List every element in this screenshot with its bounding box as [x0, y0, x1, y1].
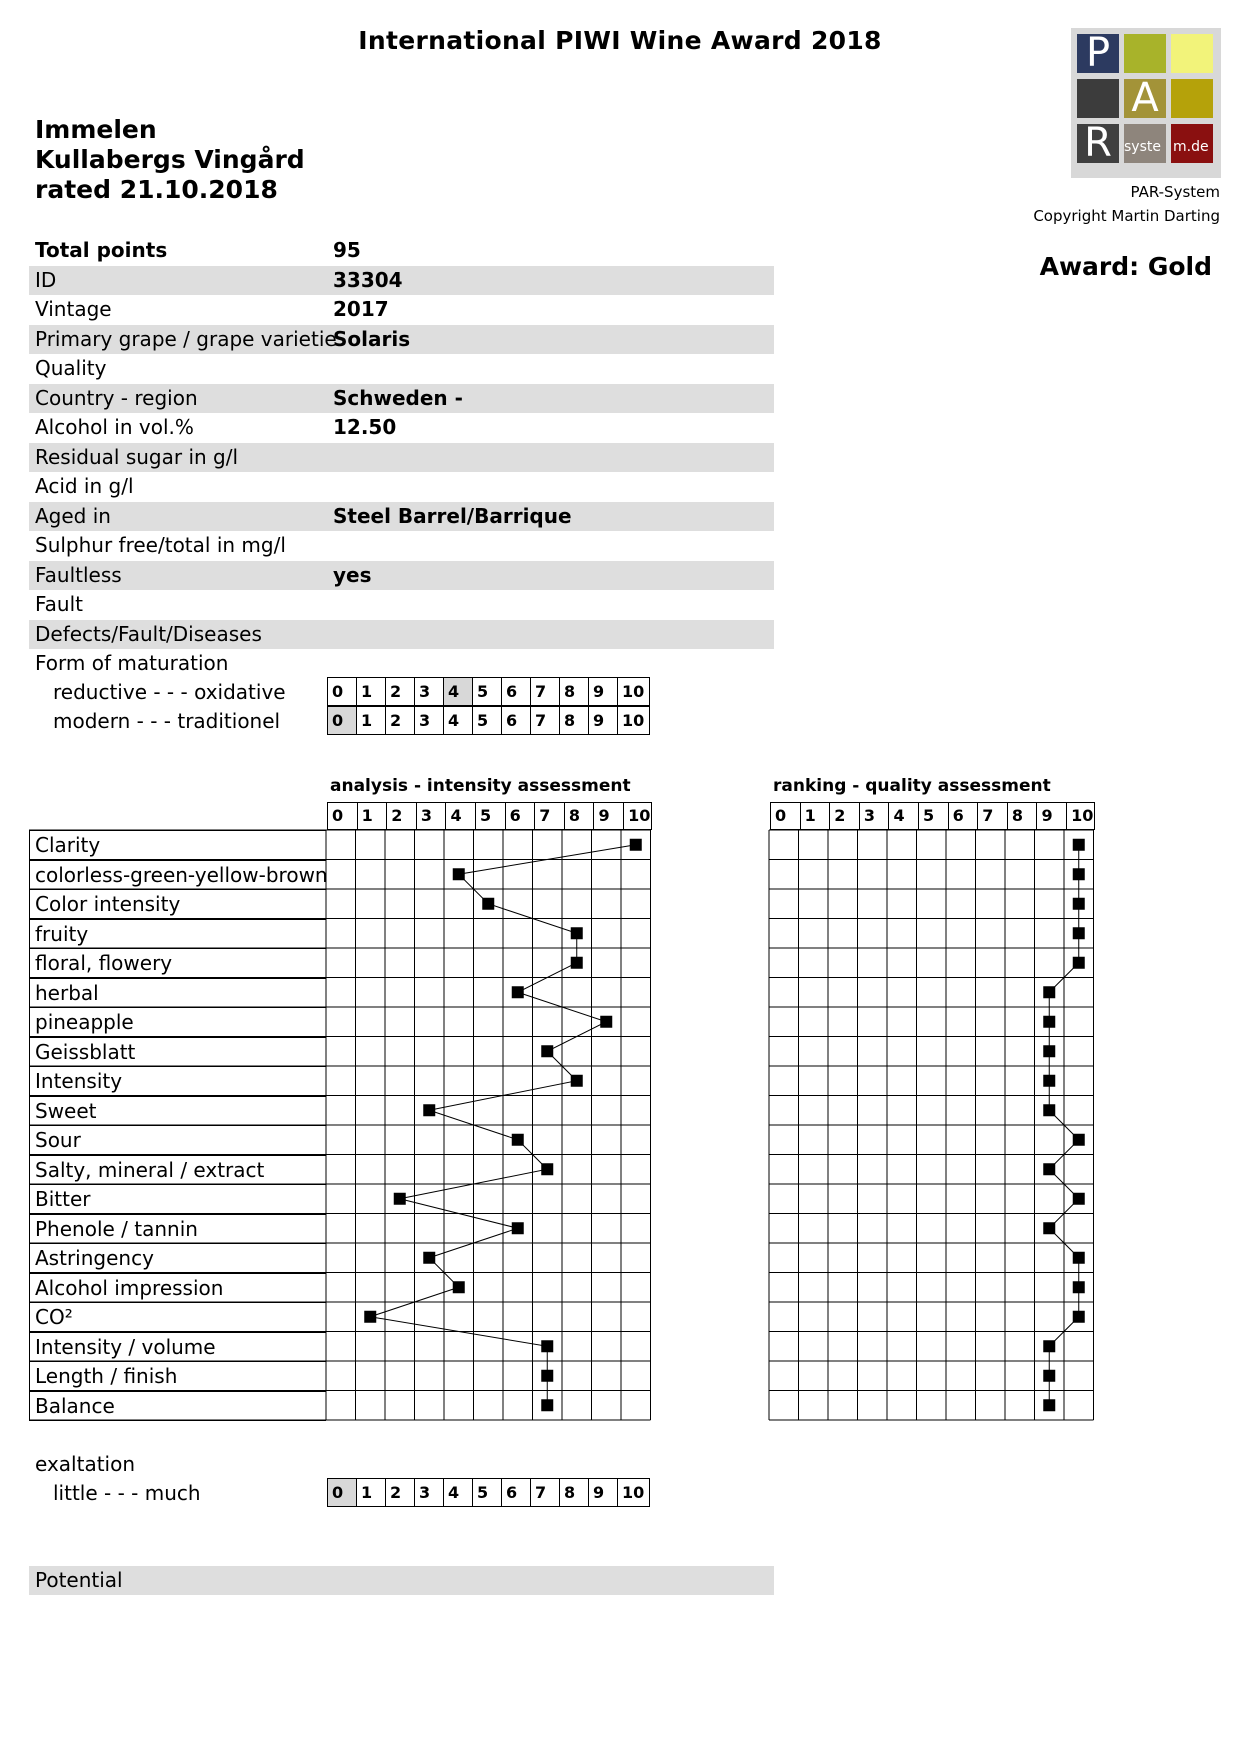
grid-header [770, 802, 1095, 830]
grid-header-cell: 9 [594, 803, 624, 829]
data-point-marker [1073, 1311, 1085, 1323]
data-point-marker [1073, 1193, 1085, 1205]
info-label: ID [35, 267, 57, 292]
grid-header-cell: 3 [860, 803, 890, 829]
scale-cell: 6 [502, 707, 531, 734]
data-point-marker [1043, 1340, 1055, 1352]
scale-cell: 9 [589, 707, 618, 734]
criterion-label: Length / finish [29, 1361, 326, 1392]
data-point-marker [1073, 898, 1085, 910]
scale-cell: 10 [622, 682, 645, 701]
data-point-marker [1073, 957, 1085, 969]
scale-cell: 9 [589, 1479, 618, 1506]
scale-cell: 5 [473, 678, 502, 705]
ranking-grid [769, 830, 1094, 1420]
data-point-marker [453, 1281, 465, 1293]
analysis-grid [29, 830, 651, 1420]
logo-web-part2: m.de [1173, 139, 1209, 155]
data-point-marker [1073, 839, 1085, 851]
scale-cell: 4 [444, 707, 473, 734]
scale-cell: 0 [328, 707, 357, 734]
data-point-marker [1043, 1222, 1055, 1234]
info-value: Steel Barrel/Barrique [333, 503, 572, 528]
scale-cell: 10 [622, 1483, 645, 1502]
grid-header-cell: 8 [565, 803, 595, 829]
criterion-label: Sweet [29, 1096, 326, 1127]
data-point-marker [512, 986, 524, 998]
info-label: Vintage [35, 297, 112, 321]
info-label: Alcohol in vol.% [35, 415, 194, 439]
potential-label: Potential [35, 1568, 123, 1592]
logo-web-part1: syste [1124, 139, 1161, 155]
grid-header-cell: 6 [506, 803, 536, 829]
scale-cell: 4 [444, 1479, 473, 1506]
maturation-label: reductive - - - oxidative [53, 680, 286, 704]
criterion-label: Intensity [29, 1066, 326, 1097]
scale-cell: 10 [622, 711, 645, 730]
data-point-marker [541, 1340, 553, 1352]
data-point-marker [1073, 868, 1085, 880]
data-point-marker [1043, 1370, 1055, 1382]
data-point-marker [512, 1134, 524, 1146]
grid-header-cell: 9 [1037, 803, 1067, 829]
scale-cell: 6 [502, 678, 531, 705]
data-point-marker [364, 1311, 376, 1323]
scale-cell: 1 [357, 707, 386, 734]
info-label: Defects/Fault/Diseases [35, 621, 262, 646]
data-point-marker [453, 868, 465, 880]
data-point-marker [1043, 1399, 1055, 1411]
scale-cell: 8 [560, 678, 589, 705]
data-point-marker [1043, 986, 1055, 998]
grid-header-cell: 5 [919, 803, 949, 829]
criterion-label: fruity [29, 919, 326, 950]
data-point-marker [1043, 1045, 1055, 1057]
scale-cell: 2 [386, 1479, 415, 1506]
scale-cell: 1 [357, 678, 386, 705]
maturation-label: modern - - - traditionel [53, 709, 281, 733]
info-value: 33304 [333, 267, 403, 292]
scale-cell: 1 [357, 1479, 386, 1506]
criterion-label: Bitter [29, 1184, 326, 1215]
grid-header-cell: 10 [628, 806, 651, 825]
criterion-label: Sour [29, 1125, 326, 1156]
data-point-marker [1073, 1252, 1085, 1264]
scale-cell: 7 [531, 678, 560, 705]
scale-cell: 8 [560, 1479, 589, 1506]
info-label: Sulphur free/total in mg/l [35, 533, 286, 557]
info-label: Quality [35, 356, 107, 380]
grid-header-cell: 6 [949, 803, 979, 829]
data-point-marker [394, 1193, 406, 1205]
data-point-marker [423, 1252, 435, 1264]
info-label: Form of maturation [35, 651, 229, 675]
producer-name: Kullabergs Vingård [35, 145, 305, 174]
scale-cell: 4 [444, 678, 473, 705]
analysis-title: analysis - intensity assessment [330, 776, 631, 796]
criterion-label: Clarity [29, 830, 326, 861]
grid-header-cell: 8 [1008, 803, 1038, 829]
data-point-marker [1073, 1134, 1085, 1146]
scale-cell: 0 [328, 1479, 357, 1506]
criterion-label: pineapple [29, 1007, 326, 1038]
data-point-marker [541, 1163, 553, 1175]
data-point-marker [1043, 1163, 1055, 1175]
data-point-marker [1043, 1016, 1055, 1028]
scale-cell: 7 [531, 707, 560, 734]
info-label: Faultless [35, 562, 122, 587]
criterion-label: Geissblatt [29, 1037, 326, 1068]
scale-cell: 5 [473, 707, 502, 734]
info-value: 95 [333, 238, 361, 262]
scale-cell: 3 [415, 678, 444, 705]
scale-cell: 9 [589, 678, 618, 705]
exaltation-scale-label: little - - - much [53, 1481, 201, 1505]
data-point-marker [541, 1399, 553, 1411]
data-point-marker [1043, 1104, 1055, 1116]
info-value: Solaris [333, 326, 411, 351]
scale-cell: 5 [473, 1479, 502, 1506]
data-point-marker [1043, 1075, 1055, 1087]
info-value: yes [333, 562, 372, 587]
scale-cell: 7 [531, 1479, 560, 1506]
data-point-marker [423, 1104, 435, 1116]
info-label: Primary grape / grape varietie [35, 326, 337, 351]
scale-cell: 8 [560, 707, 589, 734]
grid-header-cell: 10 [1071, 806, 1094, 825]
grid-header-cell: 0 [771, 803, 801, 829]
grid-header-cell: 3 [417, 803, 447, 829]
info-value: 12.50 [333, 415, 397, 439]
data-point-marker [1073, 927, 1085, 939]
info-label: Residual sugar in g/l [35, 444, 239, 469]
logo-letter: R [1084, 120, 1112, 166]
criterion-label: colorless-green-yellow-brown [29, 860, 326, 891]
grid-header-cell: 4 [446, 803, 476, 829]
info-value: Schweden - [333, 385, 463, 410]
potential-row [29, 1566, 774, 1595]
data-point-marker [571, 1075, 583, 1087]
scale-cell: 0 [328, 678, 357, 705]
copyright-label: Copyright Martin Darting [1033, 207, 1220, 225]
grid-header-cell: 2 [387, 803, 417, 829]
grid-header [327, 802, 652, 830]
info-value: 2017 [333, 297, 389, 321]
grid-header-cell: 7 [535, 803, 565, 829]
data-point-marker [571, 957, 583, 969]
par-system-label: PAR-System [1130, 183, 1220, 201]
criterion-label: CO² [29, 1302, 326, 1333]
criterion-label: Phenole / tannin [29, 1214, 326, 1245]
scale-cell: 3 [415, 1479, 444, 1506]
data-point-marker [630, 839, 642, 851]
grid-header-cell: 0 [328, 803, 358, 829]
criterion-label: Alcohol impression [29, 1273, 326, 1304]
info-label: Country - region [35, 385, 198, 410]
logo-letter: P [1085, 30, 1111, 76]
grid-header-cell: 5 [476, 803, 506, 829]
scale-cell: 6 [502, 1479, 531, 1506]
criterion-label: Balance [29, 1391, 326, 1422]
exaltation-title: exaltation [35, 1452, 136, 1476]
criterion-label: Color intensity [29, 889, 326, 920]
data-point-marker [541, 1370, 553, 1382]
exaltation-cells [327, 1478, 650, 1507]
criterion-label: Astringency [29, 1243, 326, 1274]
data-point-marker [482, 898, 494, 910]
data-point-marker [512, 1222, 524, 1234]
grid-header-cell: 1 [801, 803, 831, 829]
info-label: Acid in g/l [35, 474, 134, 498]
data-point-marker [600, 1016, 612, 1028]
scale-cell: 2 [386, 678, 415, 705]
info-label: Total points [35, 238, 168, 262]
scale-cell: 2 [386, 707, 415, 734]
award-label: Award: Gold [1039, 252, 1212, 281]
ranking-title: ranking - quality assessment [773, 776, 1051, 796]
rated-date: rated 21.10.2018 [35, 175, 278, 204]
logo-letter: A [1131, 75, 1159, 121]
data-point-marker [541, 1045, 553, 1057]
criterion-label: Salty, mineral / extract [29, 1155, 326, 1186]
grid-header-cell: 1 [358, 803, 388, 829]
grid-header-cell: 4 [889, 803, 919, 829]
criterion-label: floral, flowery [29, 948, 326, 979]
info-label: Aged in [35, 503, 111, 528]
info-label: Fault [35, 592, 83, 616]
data-point-marker [1073, 1281, 1085, 1293]
criterion-label: herbal [29, 978, 326, 1009]
scale-cell: 3 [415, 707, 444, 734]
grid-header-cell: 7 [978, 803, 1008, 829]
wine-name: Immelen [35, 115, 157, 144]
grid-header-cell: 2 [830, 803, 860, 829]
criterion-label: Intensity / volume [29, 1332, 326, 1363]
page-title: International PIWI Wine Award 2018 [358, 26, 882, 55]
data-point-marker [571, 927, 583, 939]
